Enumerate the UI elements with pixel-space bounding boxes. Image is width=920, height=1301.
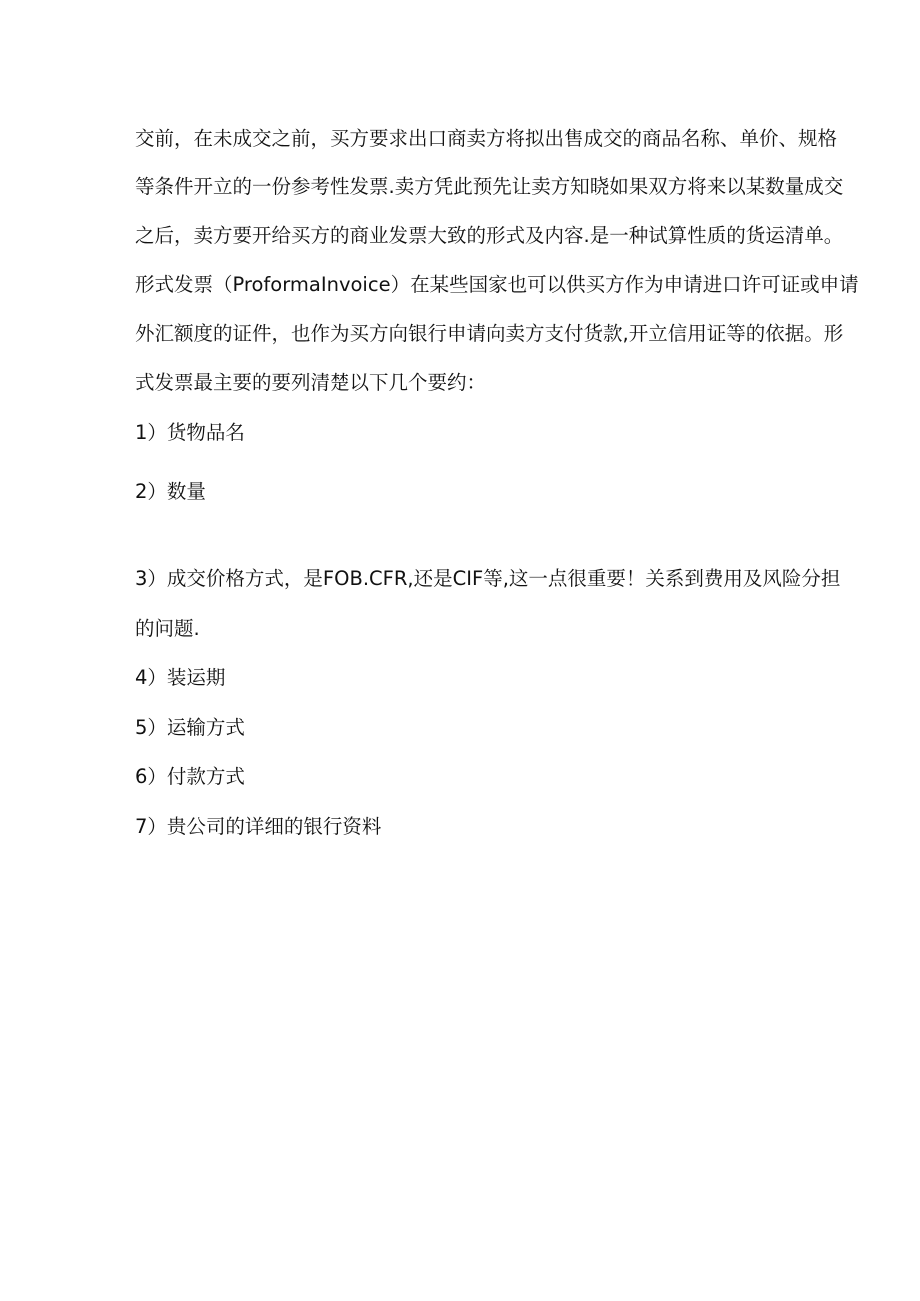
list-item-1: 1）货物品名: [135, 421, 245, 444]
paragraph-1-line-3: 之后，卖方要开给买方的商业发票大致的形式及内容.是一种试算性质的货运清单。: [135, 224, 844, 247]
list-item-7: 7）贵公司的详细的银行资料: [135, 815, 382, 838]
paragraph-2-line-3: 式发票最主要的要列清楚以下几个要约：: [135, 371, 487, 394]
list-item-6: 6）付款方式: [135, 765, 245, 788]
list-item-2: 2）数量: [135, 480, 206, 503]
list-item-5: 5）运输方式: [135, 716, 245, 739]
list-item-4: 4）装运期: [135, 666, 226, 689]
list-item-3-continued: 的问题.: [135, 617, 200, 640]
list-item-3: 3）成交价格方式，是FOB.CFR,还是CIF等,这一点很重要！关系到费用及风险分担: [135, 567, 841, 590]
paragraph-2-line-2: 外汇额度的证件，也作为买方向银行申请向卖方支付货款,开立信用证等的依据。形: [135, 322, 844, 345]
paragraph-1-line-2: 等条件开立的一份参考性发票.卖方凭此预先让卖方知晓如果双方将来以某数量成交: [135, 175, 844, 198]
paragraph-2-line-1: 形式发票（ProformaInvoice）在某些国家也可以供买方作为申请进口许可证或申请: [135, 273, 859, 296]
paragraph-1-line-1: 交前，在未成交之前，买方要求出口商卖方将拟出售成交的商品名称、单价、规格: [135, 127, 838, 150]
